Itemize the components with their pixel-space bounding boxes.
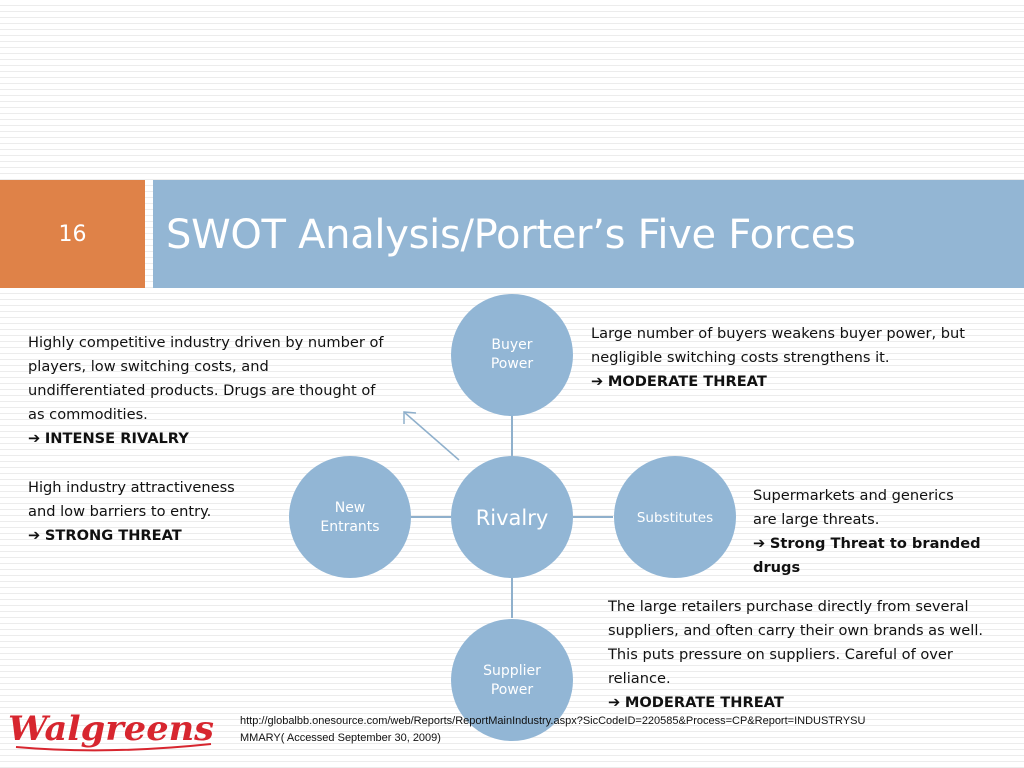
rivalry-threat [28, 427, 384, 451]
buyer-threat-text: MODERATE THREAT [607, 373, 767, 390]
rivalry-note [28, 331, 384, 451]
entrants-note-line: High industry attractiveness [28, 479, 235, 496]
supplier-threat [608, 691, 983, 715]
entrants-note-line: and low barriers to entry. [28, 503, 212, 520]
supplier-note-line: suppliers, and often carry their own brands as well. [608, 622, 984, 639]
arrow-glyph: ➔ [28, 430, 41, 447]
supplier-power-label-line2: Power [490, 682, 534, 698]
supplier-note [608, 595, 983, 715]
supplier-note-line: The large retailers purchase directly from several [608, 598, 969, 615]
arrow-glyph: ➔ [28, 527, 41, 544]
buyer-power-label-line1: Buyer [491, 337, 533, 353]
supplier-power-label-line1: Supplier [483, 663, 541, 679]
substitutes-threat-text-cont: drugs [753, 559, 801, 576]
rivalry-pointer-arrow [404, 412, 459, 460]
walgreens-logo [6, 700, 218, 758]
slide-title: SWOT Analysis/Porter’s Five Forces [166, 212, 856, 258]
supplier-note-line: reliance. [608, 670, 671, 687]
entrants-note [28, 476, 235, 548]
new-entrants-label-line2: Entrants [320, 519, 380, 535]
buyer-note-line: Large number of buyers weakens buyer power, but [591, 325, 966, 342]
new-entrants-label-line1: New [334, 500, 366, 516]
rivalry-threat-text: INTENSE RIVALRY [44, 430, 189, 447]
buyer-power-circle [451, 294, 573, 416]
rivalry-note-line: as commodities. [28, 406, 148, 423]
new-entrants-circle [289, 456, 411, 578]
supplier-note-line: This puts pressure on suppliers. Careful of over [608, 646, 953, 663]
buyer-note-line: negligible switching costs strengthens it. [591, 349, 890, 366]
source-line: http://globalbb.onesource.com/web/Reports/ReportMainIndustry.aspx?SicCodeID=220585&Process=CP&Report=INDUSTRYSU [240, 715, 866, 727]
entrants-threat-text: STRONG THREAT [44, 527, 182, 544]
rivalry-note-line: players, low switching costs, and [28, 358, 269, 375]
arrow-glyph: ➔ [591, 373, 604, 390]
source-line: MMARY( Accessed September 30, 2009) [240, 732, 441, 744]
slide-number: 16 [58, 222, 87, 247]
arrow-glyph: ➔ [753, 535, 766, 552]
rivalry-note-line: Highly competitive industry driven by number of [28, 334, 384, 351]
substitutes-note [753, 484, 981, 580]
buyer-note [591, 322, 965, 394]
substitutes-threat [753, 532, 981, 556]
buyer-power-label-line2: Power [490, 356, 534, 372]
supplier-threat-text: MODERATE THREAT [624, 694, 784, 711]
arrow-glyph: ➔ [608, 694, 621, 711]
source-citation [240, 713, 865, 747]
buyer-threat [591, 370, 965, 394]
substitutes-threat-cont [753, 556, 981, 580]
substitutes-note-line: are large threats. [753, 511, 880, 528]
entrants-threat [28, 524, 235, 548]
substitutes-note-line: Supermarkets and generics [753, 487, 954, 504]
svg-text:Walgreens: Walgreens [8, 709, 215, 749]
substitutes-threat-text: Strong Threat to branded [769, 535, 981, 552]
substitutes-label: Substitutes [636, 510, 714, 526]
rivalry-note-line: undifferentiated products. Drugs are thought of [28, 382, 376, 399]
rivalry-label: Rivalry [475, 506, 549, 530]
